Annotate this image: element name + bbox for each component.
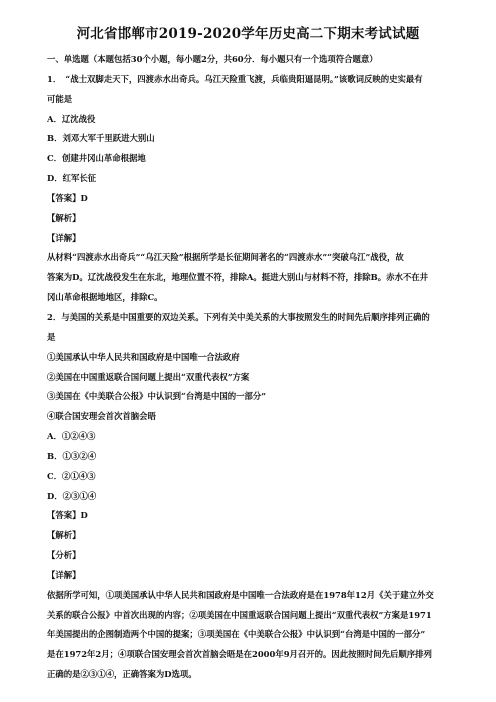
document-line: ②美国在中国重返联合国问题上提出“双重代表权”方案 xyxy=(47,371,250,382)
document-line: 从材料“四渡赤水出奇兵”“乌江天险”根据所学是长征期间著名的“四渡赤水”“突破乌江”战役，故 xyxy=(47,252,404,263)
document-line: 是在1972年2月；④项联合国安理会首次首脑会晤是在2000年9月召开的。因此按照时间先后顺序排列 xyxy=(47,649,432,660)
document-line: 【答案】D xyxy=(47,510,88,521)
document-line: 1． “战士双脚走天下，四渡赤水出奇兵。乌江天险重飞渡，兵临贵阳逼昆明。”该歌词反映的史实最有 xyxy=(47,73,423,84)
document-line: 【详解】 xyxy=(47,569,81,580)
document-line: B．①③②④ xyxy=(47,450,96,461)
document-line: C．创建井冈山革命根据地 xyxy=(47,153,146,164)
document-line: 答案为D。辽沈战役发生在东北，地理位置不符，排除A。挺进大别山与材料不符，排除B。赤水不在井 xyxy=(47,272,428,283)
document-line: D．②③①④ xyxy=(47,490,97,501)
document-line: 可能是 xyxy=(47,93,73,104)
document-line: 年美国提出的企图制造两个中国的提案；③项美国在《中美联合公报》中认识到“台湾是中国的一部分” xyxy=(47,629,426,640)
document-line: 依据所学可知，①项美国承认中华人民共和国政府是中国唯一合法政府是在1978年12月《关于建立外交 xyxy=(47,589,434,600)
document-line: 【答案】D xyxy=(47,192,88,203)
document-line: 正确的是②③①④，正确答案为D选项。 xyxy=(47,669,197,680)
document-line: 2．与美国的关系是中国重要的双边关系。下列有关中美关系的大事按照发生的时间先后顺序排列正确的 xyxy=(47,311,430,322)
document-line: B．刘邓大军千里跃进大别山 xyxy=(47,133,155,144)
document-line: 【详解】 xyxy=(47,232,81,243)
document-title: 河北省邯郸市2019-2020学年历史高二下期末考试试题 xyxy=(76,26,420,42)
document-line: 关系的联合公报》中首次出现的内容；②项美国在中国重返联合国问题上提出“双重代表权”方案是1971 xyxy=(47,609,432,620)
document-line: 【解析】 xyxy=(47,212,81,223)
document-body xyxy=(47,50,455,685)
document-line: 【解析】 xyxy=(47,530,81,541)
document-line: D．红军长征 xyxy=(47,173,97,184)
document-line: C．②①④③ xyxy=(47,470,96,481)
document-line: ③美国在《中美联合公报》中认识到“台湾是中国的一部分” xyxy=(47,391,267,402)
document-line: 冈山革命根据地地区，排除C。 xyxy=(47,292,163,303)
document-line: 一、单选题（本题包括30个小题，每小题2分，共60分．每小题只有一个选项符合题意） xyxy=(47,54,378,64)
document-line: 【分析】 xyxy=(47,550,81,561)
document-line: A．辽沈战役 xyxy=(47,113,96,124)
document-line: 是 xyxy=(47,331,56,342)
document-line: ①美国承认中华人民共和国政府是中国唯一合法政府 xyxy=(47,351,240,362)
document-line: ④联合国安理会首次首脑会晤 xyxy=(47,411,156,422)
document-line: A．①②④③ xyxy=(47,431,96,442)
